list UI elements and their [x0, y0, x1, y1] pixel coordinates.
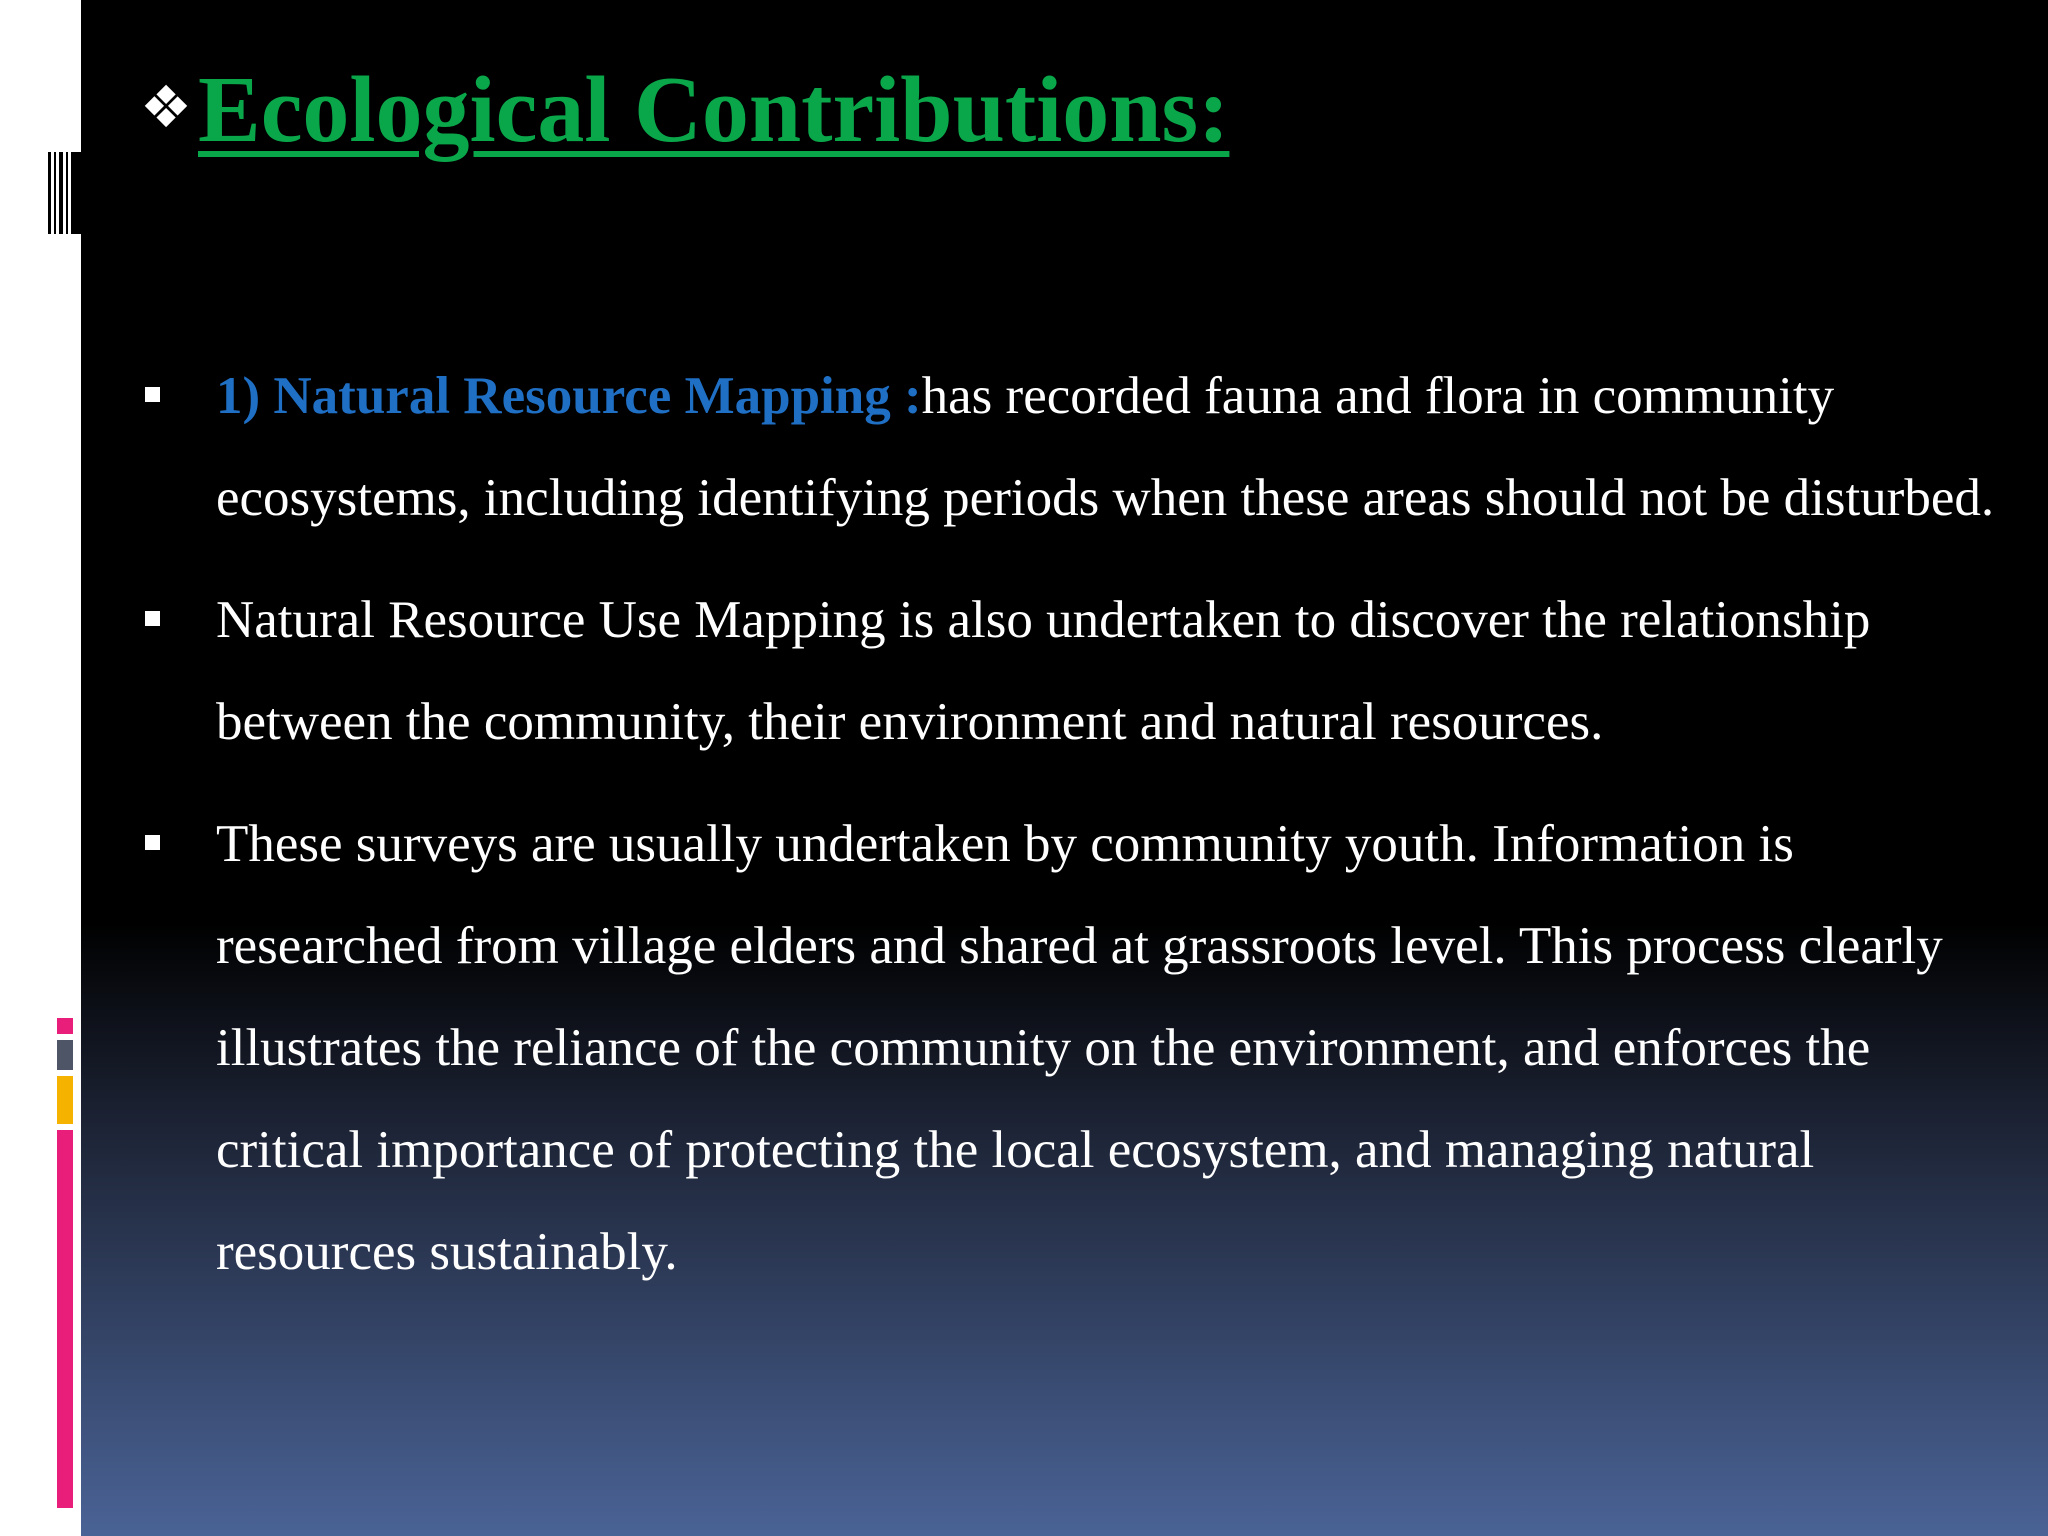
bullet-item [140, 345, 2010, 549]
square-bullet-icon [145, 835, 160, 850]
barcode-bar [54, 152, 56, 234]
bullet-text: has recorded fauna and flora in community ecosystems, including identifying periods when these areas should not be disturbed. [216, 367, 1995, 527]
title-row [140, 56, 1229, 164]
accent-bar-pink-top [57, 1018, 73, 1034]
bullet-text: These surveys are usually undertaken by community youth. Information is researched from village elders and shared at grassroots level. This process clearly illustrates the reliance of the community on the environment, and enforces the critical importance of protecting the local ecosystem, and managing natural resources sustainably. [216, 815, 1943, 1281]
barcode-bar [59, 152, 63, 234]
accent-bar-amber [57, 1076, 73, 1124]
four-diamonds-icon: ❖ [140, 73, 192, 141]
accent-bar-pink [57, 1130, 73, 1508]
square-bullet-icon [145, 387, 160, 402]
accent-bar-gray [57, 1040, 73, 1070]
bullet-item [140, 569, 2010, 773]
bullet-list [140, 345, 2010, 1323]
barcode-decoration [48, 152, 81, 234]
barcode-bar [48, 152, 51, 234]
barcode-bar [71, 152, 81, 234]
barcode-bar [66, 152, 68, 234]
bullet-item [140, 793, 2010, 1303]
left-decorative-strip [0, 0, 81, 1536]
slide-title: Ecological Contributions: [198, 58, 1230, 162]
bullet-text: Natural Resource Use Mapping is also undertaken to discover the relationship between the community, their environment and natural resources. [216, 591, 1871, 751]
bullet-lead: 1) Natural Resource Mapping : [216, 367, 922, 425]
square-bullet-icon [145, 611, 160, 626]
